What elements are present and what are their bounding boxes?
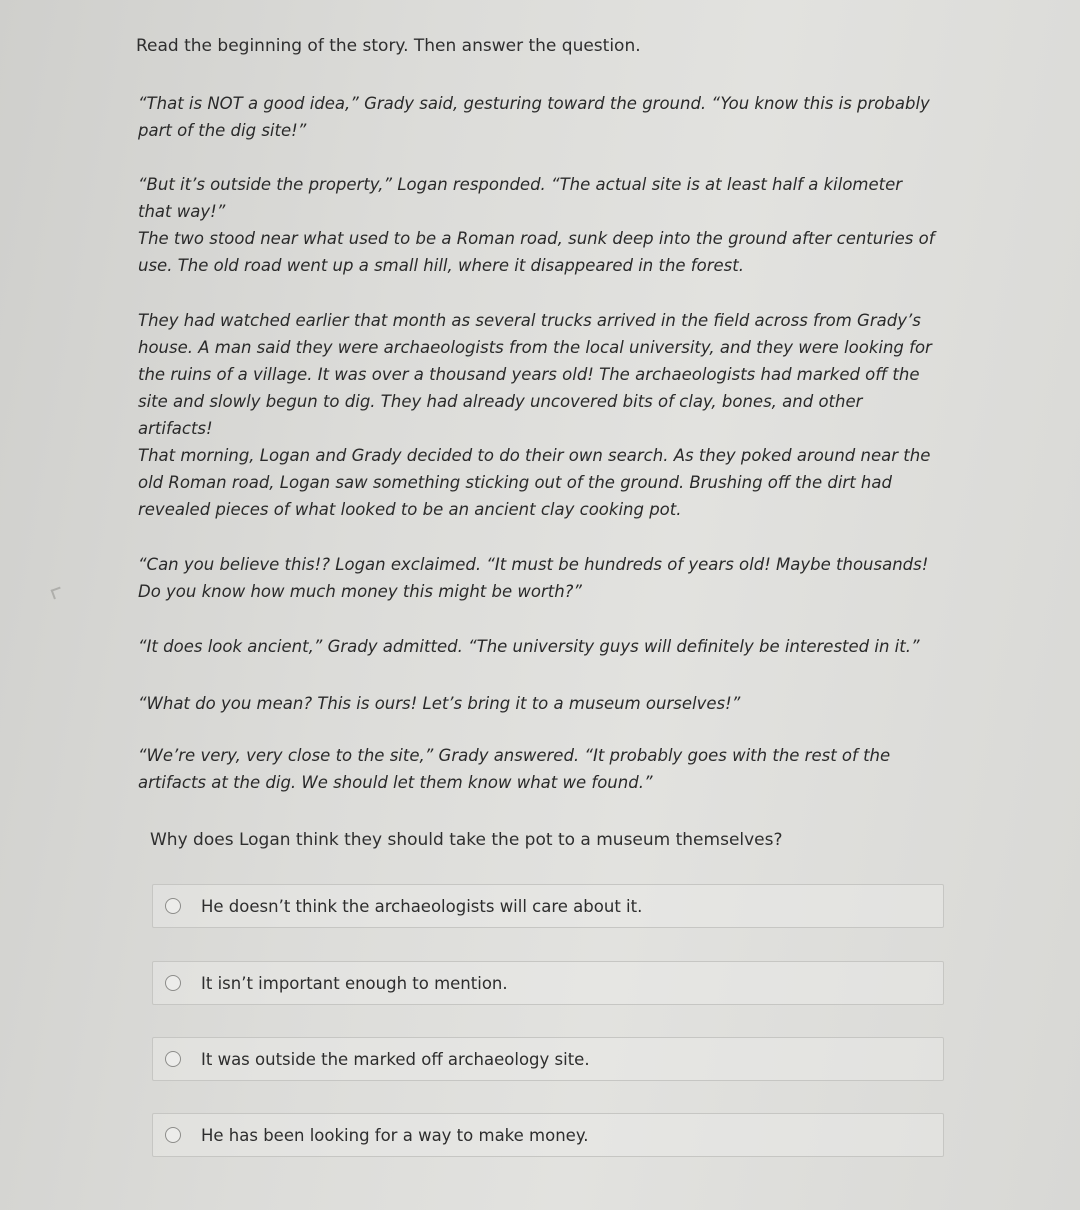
story-paragraph: They had watched earlier that month as several trucks arrived in the field across from Grady’s house. A man said they were archaeologists from the local university, and they were looking for the ruins of a village. It was over a thousand years old! The archaeologists had marked off the site and slowly begun to dig. They had already uncovered bits of clay, bones, and other artifacts! [138,311,932,438]
answer-choice-label: He doesn’t think the archaeologists will care about it. [201,896,643,916]
radio-button-icon[interactable] [165,1051,181,1067]
story-paragraph: “Can you believe this!? Logan exclaimed. “It must be hundreds of years old! Maybe thousands! Do you know how much money this might be worth?” [138,555,929,601]
story-paragraph: “We’re very, very close to the site,” Grady answered. “It probably goes with the rest of the artifacts at the dig. We should let them know what we found.” [138,746,891,792]
answer-choice-label: He has been looking for a way to make money. [201,1125,589,1145]
story-paragraph: “That is NOT a good idea,” Grady said, gesturing toward the ground. “You know this is probably part of the dig site!” [138,94,930,140]
story-paragraph: “What do you mean? This is ours! Let’s bring it to a museum ourselves!” [138,694,741,713]
answer-choice-label: It was outside the marked off archaeology site. [201,1049,590,1069]
story-paragraph: “It does look ancient,” Grady admitted. “The university guys will definitely be interested in it.” [138,637,920,656]
answer-choice-3[interactable] [152,1037,944,1081]
answer-choice-4[interactable] [152,1113,944,1157]
radio-button-icon[interactable] [165,898,181,914]
story-paragraph: That morning, Logan and Grady decided to do their own search. As they poked around near the old Roman road, Logan saw something sticking out of the ground. Brushing off the dirt had revealed pieces of what looked to be an ancient clay cooking pot. [138,446,931,519]
story-paragraph: The two stood near what used to be a Roman road, sunk deep into the ground after centuries of use. The old road went up a small hill, where it disappeared in the forest. [138,229,935,275]
prompt-instruction: Read the beginning of the story. Then answer the question. [136,36,641,56]
cursor-icon [51,587,64,600]
answer-choice-label: It isn’t important enough to mention. [201,973,508,993]
answer-choice-2[interactable] [152,961,944,1005]
story-paragraph: “But it’s outside the property,” Logan responded. “The actual site is at least half a kilometer that way!” [138,175,903,221]
question-text: Why does Logan think they should take the pot to a museum themselves? [150,830,783,850]
radio-button-icon[interactable] [165,1127,181,1143]
answer-choice-1[interactable] [152,884,944,928]
radio-button-icon[interactable] [165,975,181,991]
